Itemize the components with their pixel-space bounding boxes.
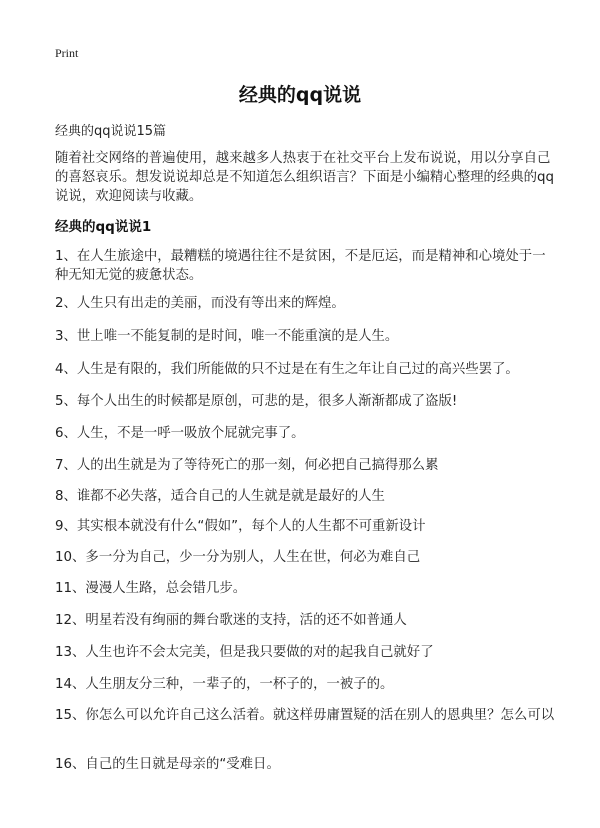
list-item: 6、人生，不是一呼一吸放个屁就完事了。 [55,426,305,441]
list-item: 11、漫漫人生路，总会错几步。 [55,581,247,596]
list-item: 5、每个人出生的时候都是原创，可悲的是，很多人渐渐都成了盗版! [55,394,458,409]
list-item: 2、人生只有出走的美丽，而没有等出来的辉煌。 [55,296,345,311]
print-label: Print [55,46,79,60]
document-subtitle: 经典的qq说说15篇 [55,124,167,139]
intro-paragraph: 随着社交网络的普遍使用，越来越多人热衷于在社交平台上发布说说，用以分享自己的喜怒哀乐。想发说说却总是不知道怎么组织语言？下面是小编精心整理的经典的qq说说，欢迎阅读与收藏。 [55,151,555,204]
list-item: 12、明星若没有绚丽的舞台歌迷的支持，活的还不如普通人 [55,613,407,628]
page-title: 经典的qq说说 [238,84,362,106]
list-item: 8、谁都不必失落，适合自己的人生就是就是最好的人生 [55,489,385,504]
list-item: 13、人生也许不会太完美，但是我只要做的对的起我自己就好了 [55,645,434,660]
list-item: 9、其实根本就没有什么“假如”，每个人的人生都不可重新设计 [55,519,426,534]
list-item: 16、自己的生日就是母亲的“受难日。 [55,757,280,772]
list-item: 15、你怎么可以允许自己这么活着。就这样毋庸置疑的活在别人的恩典里？怎么可以 [55,708,555,723]
list-item: 1、在人生旅途中，最糟糕的境遇往往不是贫困，不是厄运，而是精神和心境处于一种无知无觉的疲惫状态。 [55,249,546,283]
list-item: 14、人生朋友分三种，一辈子的，一杯子的，一被子的。 [55,677,394,692]
list-item: 10、多一分为自己，少一分为别人，人生在世，何必为难自己 [55,550,421,565]
list-item: 7、人的出生就是为了等待死亡的那一刻，何必把自己搞得那么累 [55,458,439,473]
list-item: 4、人生是有限的，我们所能做的只不过是在有生之年让自己过的高兴些罢了。 [55,362,519,377]
section-heading: 经典的qq说说1 [55,219,152,235]
list-item: 3、世上唯一不能复制的是时间，唯一不能重演的是人生。 [55,329,399,344]
